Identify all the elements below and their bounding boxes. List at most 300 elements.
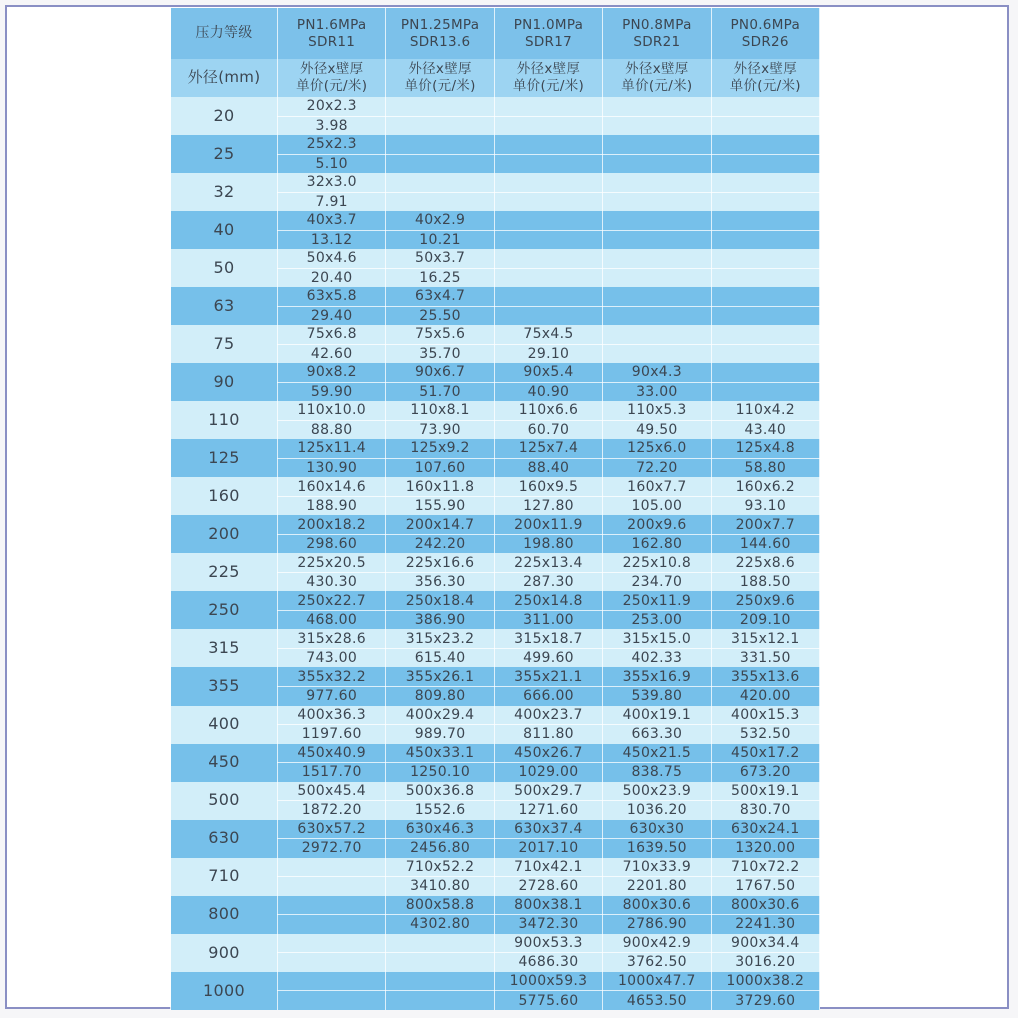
dimension-cell: 400x36.3 — [278, 706, 386, 725]
price-cell: 673.20 — [711, 763, 819, 782]
dimension-cell: 1000x47.7 — [603, 972, 711, 991]
table-row — [171, 287, 820, 306]
outer-diameter-cell: 32 — [171, 173, 278, 211]
price-cell: 29.10 — [494, 344, 602, 363]
grade-pn: PN0.8MPa — [622, 16, 692, 33]
table-row — [171, 896, 820, 915]
dimension-cell: 90x6.7 — [386, 363, 494, 382]
table-row — [171, 211, 820, 230]
outer-diameter-cell: 400 — [171, 706, 278, 744]
price-cell: 155.90 — [386, 496, 494, 515]
dimension-cell: 160x7.7 — [603, 477, 711, 496]
dimension-cell: 630x37.4 — [494, 820, 602, 839]
outer-diameter-cell: 900 — [171, 934, 278, 972]
grade-sdr: SDR26 — [741, 33, 789, 50]
price-cell: 2241.30 — [711, 915, 819, 934]
price-cell: 16.25 — [386, 268, 494, 287]
dimension-cell: 630x24.1 — [711, 820, 819, 839]
outer-diameter-cell: 50 — [171, 249, 278, 287]
dimension-cell — [711, 97, 819, 116]
header-row-grades — [171, 8, 820, 59]
table-row — [171, 706, 820, 725]
dim-unit-label: 外径x壁厚 — [516, 61, 581, 78]
price-cell: 188.50 — [711, 572, 819, 591]
price-cell: 356.30 — [386, 572, 494, 591]
dimension-cell — [386, 173, 494, 192]
dimension-cell: 900x34.4 — [711, 934, 819, 953]
price-cell: 430.30 — [278, 572, 386, 591]
dimension-cell — [711, 325, 819, 344]
price-cell: 3472.30 — [494, 915, 602, 934]
dimension-cell: 900x53.3 — [494, 934, 602, 953]
dimension-cell: 315x23.2 — [386, 629, 494, 648]
dimension-cell: 1000x59.3 — [494, 972, 602, 991]
outer-diameter-cell: 1000 — [171, 972, 278, 1010]
dimension-cell — [711, 211, 819, 230]
dimension-cell: 160x9.5 — [494, 477, 602, 496]
price-cell: 499.60 — [494, 648, 602, 667]
dimension-cell: 90x5.4 — [494, 363, 602, 382]
price-cell: 88.80 — [278, 420, 386, 439]
dimension-cell: 75x5.6 — [386, 325, 494, 344]
dimension-cell — [603, 97, 711, 116]
price-cell — [711, 154, 819, 173]
outer-diameter-cell: 315 — [171, 629, 278, 667]
price-cell — [711, 268, 819, 287]
dimension-cell: 500x23.9 — [603, 782, 711, 801]
price-cell — [603, 192, 711, 211]
price-cell: 1552.6 — [386, 801, 494, 820]
outer-diameter-cell: 40 — [171, 211, 278, 249]
dimension-cell — [386, 934, 494, 953]
dimension-cell: 450x26.7 — [494, 744, 602, 763]
dimension-cell: 160x11.8 — [386, 477, 494, 496]
dimension-cell: 1000x38.2 — [711, 972, 819, 991]
price-cell: 253.00 — [603, 610, 711, 629]
table-row — [171, 858, 820, 877]
price-cell: 198.80 — [494, 534, 602, 553]
dim-unit-label: 外径x壁厚 — [299, 61, 364, 78]
price-cell — [278, 877, 386, 896]
grade-pn: PN0.6MPa — [730, 16, 801, 33]
price-cell: 386.90 — [386, 610, 494, 629]
price-cell: 663.30 — [603, 725, 711, 744]
dimension-cell: 900x42.9 — [603, 934, 711, 953]
price-cell — [711, 192, 819, 211]
price-cell: 209.10 — [711, 610, 819, 629]
dimension-cell — [711, 135, 819, 154]
price-cell — [603, 268, 711, 287]
price-cell: 107.60 — [386, 458, 494, 477]
table-row — [171, 325, 820, 344]
dimension-cell: 200x11.9 — [494, 515, 602, 534]
price-cell: 188.90 — [278, 496, 386, 515]
dimension-cell: 200x7.7 — [711, 515, 819, 534]
dimension-cell — [386, 97, 494, 116]
outer-diameter-cell: 355 — [171, 667, 278, 705]
table-row — [171, 173, 820, 192]
price-cell: 838.75 — [603, 763, 711, 782]
price-cell: 130.90 — [278, 458, 386, 477]
dimension-cell: 250x9.6 — [711, 591, 819, 610]
dimension-cell: 630x46.3 — [386, 820, 494, 839]
dimension-cell: 800x58.8 — [386, 896, 494, 915]
outer-diameter-cell: 800 — [171, 896, 278, 934]
unit-header — [494, 59, 602, 97]
dim-unit-label: 外径x壁厚 — [625, 61, 689, 78]
price-cell: 331.50 — [711, 648, 819, 667]
price-cell: 5775.60 — [494, 991, 602, 1010]
dimension-cell: 355x32.2 — [278, 667, 386, 686]
dimension-cell — [494, 249, 602, 268]
dimension-cell: 110x6.6 — [494, 401, 602, 420]
grade-header — [603, 8, 711, 59]
price-cell — [278, 953, 386, 972]
dimension-cell: 710x72.2 — [711, 858, 819, 877]
dimension-cell: 500x29.7 — [494, 782, 602, 801]
outer-diameter-cell: 250 — [171, 591, 278, 629]
price-cell: 51.70 — [386, 382, 494, 401]
outer-diameter-cell: 160 — [171, 477, 278, 515]
dimension-cell — [603, 325, 711, 344]
table-row — [171, 401, 820, 420]
price-cell: 1250.10 — [386, 763, 494, 782]
price-cell: 532.50 — [711, 725, 819, 744]
price-cell: 287.30 — [494, 572, 602, 591]
price-cell: 20.40 — [278, 268, 386, 287]
price-cell — [494, 306, 602, 325]
dimension-cell — [603, 249, 711, 268]
dimension-cell: 40x2.9 — [386, 211, 494, 230]
dimension-cell: 75x6.8 — [278, 325, 386, 344]
dimension-cell — [278, 858, 386, 877]
dimension-cell: 315x18.7 — [494, 629, 602, 648]
table-row — [171, 135, 820, 154]
dimension-cell: 315x15.0 — [603, 629, 711, 648]
price-cell: 73.90 — [386, 420, 494, 439]
price-cell: 1029.00 — [494, 763, 602, 782]
price-cell — [494, 268, 602, 287]
dimension-cell: 355x21.1 — [494, 667, 602, 686]
outer-diameter-cell: 20 — [171, 97, 278, 135]
price-cell: 10.21 — [386, 230, 494, 249]
unit-header — [278, 59, 386, 97]
dim-unit-label: 外径x壁厚 — [408, 61, 472, 78]
dimension-cell — [603, 173, 711, 192]
price-cell: 539.80 — [603, 686, 711, 705]
dimension-cell — [494, 173, 602, 192]
price-cell — [711, 230, 819, 249]
price-cell: 7.91 — [278, 192, 386, 211]
dimension-cell: 800x38.1 — [494, 896, 602, 915]
dimension-cell: 400x29.4 — [386, 706, 494, 725]
price-cell — [711, 344, 819, 363]
header-row-units — [171, 59, 820, 97]
pressure-grade-label: 压力等级 — [171, 8, 278, 59]
outer-diameter-cell: 110 — [171, 401, 278, 439]
dimension-cell: 90x8.2 — [278, 363, 386, 382]
dimension-cell: 500x36.8 — [386, 782, 494, 801]
table-row — [171, 97, 820, 116]
price-cell: 49.50 — [603, 420, 711, 439]
price-unit-label: 单价(元/米) — [404, 78, 476, 94]
dimension-cell: 25x2.3 — [278, 135, 386, 154]
dimension-cell: 250x14.8 — [494, 591, 602, 610]
outer-diameter-cell: 25 — [171, 135, 278, 173]
dimension-cell: 315x28.6 — [278, 629, 386, 648]
price-cell: 105.00 — [603, 496, 711, 515]
table-row — [171, 934, 820, 953]
price-cell: 42.60 — [278, 344, 386, 363]
grade-pn: PN1.6MPa — [296, 16, 367, 33]
price-cell — [711, 382, 819, 401]
table-row — [171, 249, 820, 268]
dimension-cell — [603, 135, 711, 154]
dimension-cell: 250x18.4 — [386, 591, 494, 610]
price-cell — [278, 991, 386, 1010]
dimension-cell: 125x7.4 — [494, 439, 602, 458]
grade-sdr: SDR21 — [633, 33, 681, 50]
table-row — [171, 477, 820, 496]
outer-diameter-label: 外径(mm) — [171, 59, 278, 97]
dimension-cell: 125x6.0 — [603, 439, 711, 458]
table-row — [171, 553, 820, 572]
price-cell — [386, 953, 494, 972]
dimension-cell: 50x4.6 — [278, 249, 386, 268]
dimension-cell: 110x4.2 — [711, 401, 819, 420]
price-cell: 72.20 — [603, 458, 711, 477]
dimension-cell: 63x5.8 — [278, 287, 386, 306]
dimension-cell — [711, 173, 819, 192]
price-cell: 1639.50 — [603, 839, 711, 858]
price-cell: 3762.50 — [603, 953, 711, 972]
price-cell: 2017.10 — [494, 839, 602, 858]
dimension-cell — [603, 211, 711, 230]
table-row — [171, 820, 820, 839]
dimension-cell: 225x20.5 — [278, 553, 386, 572]
outer-diameter-cell: 75 — [171, 325, 278, 363]
price-cell — [603, 230, 711, 249]
grade-header — [494, 8, 602, 59]
outer-diameter-cell: 450 — [171, 744, 278, 782]
dimension-cell — [278, 972, 386, 991]
price-cell: 1320.00 — [711, 839, 819, 858]
price-cell — [603, 306, 711, 325]
dimension-cell: 200x18.2 — [278, 515, 386, 534]
dimension-cell: 710x42.1 — [494, 858, 602, 877]
dimension-cell: 20x2.3 — [278, 97, 386, 116]
table-body — [171, 97, 820, 1010]
dimension-cell: 125x4.8 — [711, 439, 819, 458]
dimension-cell: 125x9.2 — [386, 439, 494, 458]
price-cell: 93.10 — [711, 496, 819, 515]
dimension-cell: 450x40.9 — [278, 744, 386, 763]
dimension-cell — [711, 249, 819, 268]
price-cell — [603, 116, 711, 135]
dimension-cell: 400x19.1 — [603, 706, 711, 725]
outer-diameter-cell: 710 — [171, 858, 278, 896]
price-cell: 2201.80 — [603, 877, 711, 896]
dimension-cell: 225x8.6 — [711, 553, 819, 572]
price-cell: 43.40 — [711, 420, 819, 439]
table-row — [171, 744, 820, 763]
dimension-cell — [386, 972, 494, 991]
price-cell: 420.00 — [711, 686, 819, 705]
price-cell: 666.00 — [494, 686, 602, 705]
outer-diameter-cell: 200 — [171, 515, 278, 553]
dimension-cell: 355x16.9 — [603, 667, 711, 686]
dimension-cell: 225x16.6 — [386, 553, 494, 572]
dimension-cell — [386, 135, 494, 154]
price-cell — [603, 154, 711, 173]
price-cell: 989.70 — [386, 725, 494, 744]
price-unit-label: 单价(元/米) — [729, 78, 801, 94]
price-cell: 59.90 — [278, 382, 386, 401]
price-cell — [494, 192, 602, 211]
table-row — [171, 667, 820, 686]
price-cell: 811.80 — [494, 725, 602, 744]
grade-sdr: SDR13.6 — [409, 33, 471, 50]
price-unit-label: 单价(元/米) — [296, 78, 368, 94]
price-cell: 2972.70 — [278, 839, 386, 858]
price-cell: 4653.50 — [603, 991, 711, 1010]
price-cell — [386, 154, 494, 173]
price-cell — [386, 116, 494, 135]
price-cell: 3016.20 — [711, 953, 819, 972]
dimension-cell: 160x6.2 — [711, 477, 819, 496]
unit-header — [711, 59, 819, 97]
table-row — [171, 629, 820, 648]
dimension-cell: 355x26.1 — [386, 667, 494, 686]
dimension-cell: 450x17.2 — [711, 744, 819, 763]
price-cell: 2786.90 — [603, 915, 711, 934]
table-row — [171, 972, 820, 991]
dimension-cell: 630x57.2 — [278, 820, 386, 839]
price-cell: 1872.20 — [278, 801, 386, 820]
price-cell: 33.00 — [603, 382, 711, 401]
price-cell: 25.50 — [386, 306, 494, 325]
price-cell — [386, 192, 494, 211]
table-row — [171, 439, 820, 458]
dimension-cell: 40x3.7 — [278, 211, 386, 230]
price-cell: 402.33 — [603, 648, 711, 667]
price-cell — [494, 230, 602, 249]
unit-header — [386, 59, 494, 97]
price-cell: 1036.20 — [603, 801, 711, 820]
price-cell — [494, 116, 602, 135]
price-cell: 144.60 — [711, 534, 819, 553]
price-cell: 13.12 — [278, 230, 386, 249]
dimension-cell: 500x45.4 — [278, 782, 386, 801]
dimension-cell: 710x33.9 — [603, 858, 711, 877]
outer-diameter-cell: 225 — [171, 553, 278, 591]
outer-diameter-cell: 500 — [171, 782, 278, 820]
dimension-cell: 450x21.5 — [603, 744, 711, 763]
price-cell: 311.00 — [494, 610, 602, 629]
price-cell: 58.80 — [711, 458, 819, 477]
grade-sdr: SDR17 — [524, 33, 572, 50]
price-cell: 743.00 — [278, 648, 386, 667]
table-row — [171, 515, 820, 534]
price-cell: 127.80 — [494, 496, 602, 515]
price-cell: 35.70 — [386, 344, 494, 363]
dimension-cell — [494, 97, 602, 116]
dimension-cell: 450x33.1 — [386, 744, 494, 763]
dimension-cell: 800x30.6 — [711, 896, 819, 915]
price-cell: 1767.50 — [711, 877, 819, 896]
dimension-cell: 32x3.0 — [278, 173, 386, 192]
dimension-cell: 200x14.7 — [386, 515, 494, 534]
grade-sdr: SDR11 — [308, 33, 356, 50]
price-cell: 162.80 — [603, 534, 711, 553]
price-cell: 977.60 — [278, 686, 386, 705]
price-cell: 298.60 — [278, 534, 386, 553]
outer-diameter-cell: 630 — [171, 820, 278, 858]
price-cell: 830.70 — [711, 801, 819, 820]
price-cell: 4302.80 — [386, 915, 494, 934]
dimension-cell — [278, 896, 386, 915]
price-cell: 242.20 — [386, 534, 494, 553]
dimension-cell: 110x10.0 — [278, 401, 386, 420]
price-cell: 2728.60 — [494, 877, 602, 896]
dimension-cell: 75x4.5 — [494, 325, 602, 344]
price-cell: 615.40 — [386, 648, 494, 667]
price-table-wrapper — [170, 8, 820, 1010]
dimension-cell: 110x5.3 — [603, 401, 711, 420]
dimension-cell: 90x4.3 — [603, 363, 711, 382]
price-cell: 2456.80 — [386, 839, 494, 858]
dim-unit-label: 外径x壁厚 — [733, 61, 798, 78]
grade-header — [711, 8, 819, 59]
dimension-cell — [278, 934, 386, 953]
dimension-cell: 400x15.3 — [711, 706, 819, 725]
outer-diameter-cell: 125 — [171, 439, 278, 477]
price-cell: 29.40 — [278, 306, 386, 325]
dimension-cell: 160x14.6 — [278, 477, 386, 496]
outer-diameter-cell: 63 — [171, 287, 278, 325]
price-cell — [711, 116, 819, 135]
dimension-cell — [494, 287, 602, 306]
price-cell: 809.80 — [386, 686, 494, 705]
dimension-cell: 800x30.6 — [603, 896, 711, 915]
dimension-cell: 200x9.6 — [603, 515, 711, 534]
dimension-cell: 630x30 — [603, 820, 711, 839]
price-cell: 3729.60 — [711, 991, 819, 1010]
price-cell: 1517.70 — [278, 763, 386, 782]
price-cell — [711, 306, 819, 325]
price-cell: 1197.60 — [278, 725, 386, 744]
dimension-cell: 250x22.7 — [278, 591, 386, 610]
price-cell — [386, 991, 494, 1010]
unit-header — [603, 59, 711, 97]
dimension-cell: 355x13.6 — [711, 667, 819, 686]
dimension-cell: 225x13.4 — [494, 553, 602, 572]
dimension-cell: 63x4.7 — [386, 287, 494, 306]
price-cell: 5.10 — [278, 154, 386, 173]
dimension-cell: 225x10.8 — [603, 553, 711, 572]
table-row — [171, 782, 820, 801]
price-cell: 40.90 — [494, 382, 602, 401]
grade-pn: PN1.25MPa — [400, 16, 480, 33]
dimension-cell: 710x52.2 — [386, 858, 494, 877]
dimension-cell — [711, 287, 819, 306]
price-cell — [494, 154, 602, 173]
price-cell: 234.70 — [603, 572, 711, 591]
dimension-cell — [711, 363, 819, 382]
dimension-cell: 110x8.1 — [386, 401, 494, 420]
price-cell: 3410.80 — [386, 877, 494, 896]
price-cell: 3.98 — [278, 116, 386, 135]
